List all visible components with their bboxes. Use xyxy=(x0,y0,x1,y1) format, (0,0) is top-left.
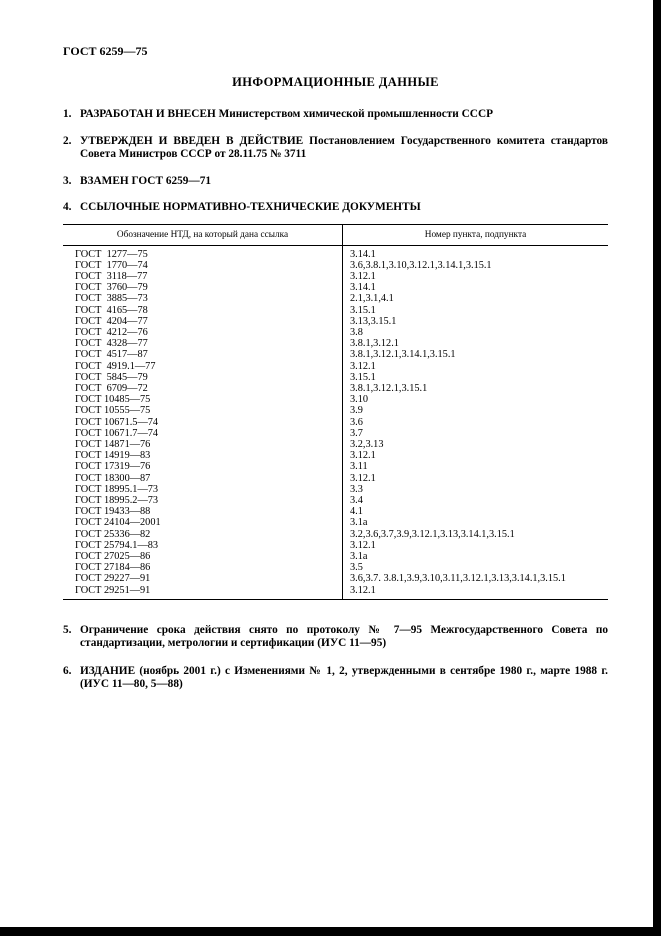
page-title: ИНФОРМАЦИОННЫЕ ДАННЫЕ xyxy=(232,75,439,89)
ntd-designation-cell: ГОСТ 18300—87 xyxy=(63,473,343,484)
clause-number-cell: 3.10 xyxy=(350,394,369,406)
table-row xyxy=(63,529,608,540)
table-row xyxy=(63,383,608,394)
clause-number-cell: 3.8.1,3.12.1 xyxy=(350,338,399,350)
ntd-designation-cell: ГОСТ 29227—91 xyxy=(63,573,343,584)
table-row xyxy=(63,428,608,439)
clause-number-cell: 3.8.1,3.12.1,3.14.1,3.15.1 xyxy=(350,349,456,361)
table-row xyxy=(63,349,608,360)
ntd-designation-cell: ГОСТ 4328—77 xyxy=(63,338,343,349)
clause-number-cell: 3.12.1 xyxy=(350,450,376,462)
clause-number-cell: 3.6,3.8.1,3.10,3.12.1,3.14.1,3.15.1 xyxy=(350,259,492,271)
ntd-designation-cell: ГОСТ 10555—75 xyxy=(63,405,343,416)
ntd-designation-cell: ГОСТ 17319—76 xyxy=(63,461,343,472)
ntd-designation-cell: ГОСТ 4204—77 xyxy=(63,316,343,327)
clause-number-cell: 3.15.1 xyxy=(350,304,376,316)
table-header-row xyxy=(63,224,608,245)
table-row xyxy=(63,551,608,562)
ntd-designation-cell: ГОСТ 25336—82 xyxy=(63,529,343,540)
table-row xyxy=(63,271,608,282)
ntd-designation-cell: ГОСТ 4517—87 xyxy=(63,349,343,360)
clause-number-cell: 3.1а xyxy=(350,550,368,562)
ntd-designation-cell: ГОСТ 10671.7—74 xyxy=(63,428,343,439)
table-row xyxy=(63,573,608,584)
clause-number-cell: 3.7 xyxy=(350,427,363,439)
table-row xyxy=(63,260,608,271)
ntd-reference-table xyxy=(63,224,608,600)
clause-number-cell: 3.13,3.15.1 xyxy=(350,315,397,327)
table-row xyxy=(63,585,608,600)
ntd-designation-cell: ГОСТ 3885—73 xyxy=(63,293,343,304)
item-number: 4. xyxy=(63,201,72,213)
table-row xyxy=(63,245,608,260)
ntd-designation-cell: ГОСТ 14919—83 xyxy=(63,450,343,461)
ntd-designation-cell: ГОСТ 3760—79 xyxy=(63,282,343,293)
ntd-table-body xyxy=(63,245,608,599)
item-number: 3. xyxy=(63,174,72,187)
table-row xyxy=(63,439,608,450)
ntd-designation-cell: ГОСТ 10485—75 xyxy=(63,394,343,405)
clause-number-cell: 3.3 xyxy=(350,483,363,495)
clause-number-cell: 3.12.1 xyxy=(350,270,376,282)
table-row xyxy=(63,473,608,484)
table-row xyxy=(63,461,608,472)
table-row xyxy=(63,282,608,293)
item-text: ВЗАМЕН ГОСТ 6259—71 xyxy=(80,174,212,187)
ntd-table-header xyxy=(63,224,608,245)
table-row xyxy=(63,361,608,372)
ntd-designation-cell: ГОСТ 4919.1—77 xyxy=(63,361,343,372)
clause-number-cell: 3.12.1 xyxy=(350,360,376,372)
scan-edge-right xyxy=(653,0,661,936)
ntd-designation-cell: ГОСТ 19433—88 xyxy=(63,506,343,517)
ntd-designation-cell: ГОСТ 4212—76 xyxy=(63,327,343,338)
ntd-designation-cell: ГОСТ 10671.5—74 xyxy=(63,417,343,428)
clause-number-cell: 3.5 xyxy=(350,562,363,574)
table-header-ntd-designation: Обозначение НТД, на который дана ссылка xyxy=(63,224,343,245)
clause-number-cell: 3.12.1 xyxy=(350,539,376,551)
item-text: УТВЕРЖДЕН И ВВЕДЕН В ДЕЙСТВИЕ Постановлением Государственного комитета стандартов Совета Министров СССР от 28.11.75 № 3711 xyxy=(80,134,608,160)
items-before-table xyxy=(63,108,608,215)
clause-number-cell: 3.11 xyxy=(350,461,368,473)
ntd-designation-cell: ГОСТ 1770—74 xyxy=(63,260,343,271)
table-row xyxy=(63,495,608,506)
list-item-1 xyxy=(63,108,608,122)
table-row xyxy=(63,484,608,495)
table-row xyxy=(63,540,608,551)
table-row xyxy=(63,327,608,338)
clause-number-cell: 3.14.1 xyxy=(350,282,376,294)
clause-number-cell: 3.8 xyxy=(350,326,363,338)
ntd-designation-cell: ГОСТ 27025—86 xyxy=(63,551,343,562)
ntd-designation-cell: ГОСТ 24104—2001 xyxy=(63,517,343,528)
table-row xyxy=(63,450,608,461)
item-number: 1. xyxy=(63,108,72,120)
ntd-designation-cell: ГОСТ 3118—77 xyxy=(63,271,343,282)
ntd-designation-cell: ГОСТ 25794.1—83 xyxy=(63,540,343,551)
ntd-designation-cell: ГОСТ 1277—75 xyxy=(63,245,343,260)
ntd-designation-cell: ГОСТ 29251—91 xyxy=(63,585,343,600)
item-number: 5. xyxy=(63,623,72,636)
ntd-designation-cell: ГОСТ 18995.2—73 xyxy=(63,495,343,506)
list-item-6 xyxy=(63,665,608,692)
clause-number-cell: 3.12.1 xyxy=(350,584,376,596)
ntd-designation-cell: ГОСТ 4165—78 xyxy=(63,305,343,316)
list-item-2 xyxy=(63,135,608,162)
clause-number-cell: 3.12.1 xyxy=(350,472,376,484)
clause-number-cell: 3.1а xyxy=(350,517,368,529)
table-row xyxy=(63,293,608,304)
list-item-5 xyxy=(63,624,608,651)
doc-number: ГОСТ 6259—75 xyxy=(63,44,148,58)
list-item-4 xyxy=(63,201,608,215)
table-row xyxy=(63,506,608,517)
clause-number-cell: 4.1 xyxy=(350,506,363,518)
ntd-designation-cell: ГОСТ 5845—79 xyxy=(63,372,343,383)
clause-number-cell: 3.14.1 xyxy=(350,248,376,260)
table-header-clause-number: Номер пункта, подпункта xyxy=(343,224,609,245)
table-row xyxy=(63,316,608,327)
item-text: РАЗРАБОТАН И ВНЕСЕН Министерством химической промышленности СССР xyxy=(80,108,493,120)
ntd-designation-cell: ГОСТ 18995.1—73 xyxy=(63,484,343,495)
item-number: 2. xyxy=(63,134,72,147)
clause-number-cell: 3.8.1,3.12.1,3.15.1 xyxy=(350,382,428,394)
clause-number-cell: 3.4 xyxy=(350,494,363,506)
clause-number-cell: 3.15.1 xyxy=(350,371,376,383)
ntd-designation-cell: ГОСТ 6709—72 xyxy=(63,383,343,394)
table-row xyxy=(63,394,608,405)
table-row xyxy=(63,305,608,316)
item-text: ИЗДАНИЕ (ноябрь 2001 г.) с Изменениями № 1, 2, утвержденными в сентябре 1980 г., марте 1988 г. (ИУС 11—80, 5—88) xyxy=(80,664,608,691)
item-text: Ограничение срока действия снято по протоколу № 7—95 Межгосударственного Совета по стандартизации, метрологии и сертификации (ИУС 11—95) xyxy=(80,623,608,650)
items-after-table xyxy=(63,624,608,692)
clause-number-cell: 3.2,3.13 xyxy=(350,438,384,450)
table-row xyxy=(63,338,608,349)
scan-edge-bottom xyxy=(0,927,661,936)
table-row xyxy=(63,417,608,428)
table-row xyxy=(63,562,608,573)
clause-number-cell: 3.6,3.7. 3.8.1,3.9,3.10,3.11,3.12.1,3.13,3.14.1,3.15.1 xyxy=(350,573,566,585)
ntd-designation-cell: ГОСТ 27184—86 xyxy=(63,562,343,573)
clause-number-cell: 3.6 xyxy=(350,416,363,428)
table-row xyxy=(63,405,608,416)
ntd-designation-cell: ГОСТ 14871—76 xyxy=(63,439,343,450)
clause-number-cell: 2.1,3.1,4.1 xyxy=(350,293,394,305)
item-number: 6. xyxy=(63,664,72,677)
list-item-3 xyxy=(63,175,608,189)
clause-number-cell: 3.2,3.6,3.7,3.9,3.12.1,3.13,3.14.1,3.15.1 xyxy=(350,528,515,540)
item-text: ССЫЛОЧНЫЕ НОРМАТИВНО-ТЕХНИЧЕСКИЕ ДОКУМЕНТЫ xyxy=(80,201,421,213)
table-row xyxy=(63,372,608,383)
clause-number-cell: 3.9 xyxy=(350,405,363,417)
table-row xyxy=(63,517,608,528)
